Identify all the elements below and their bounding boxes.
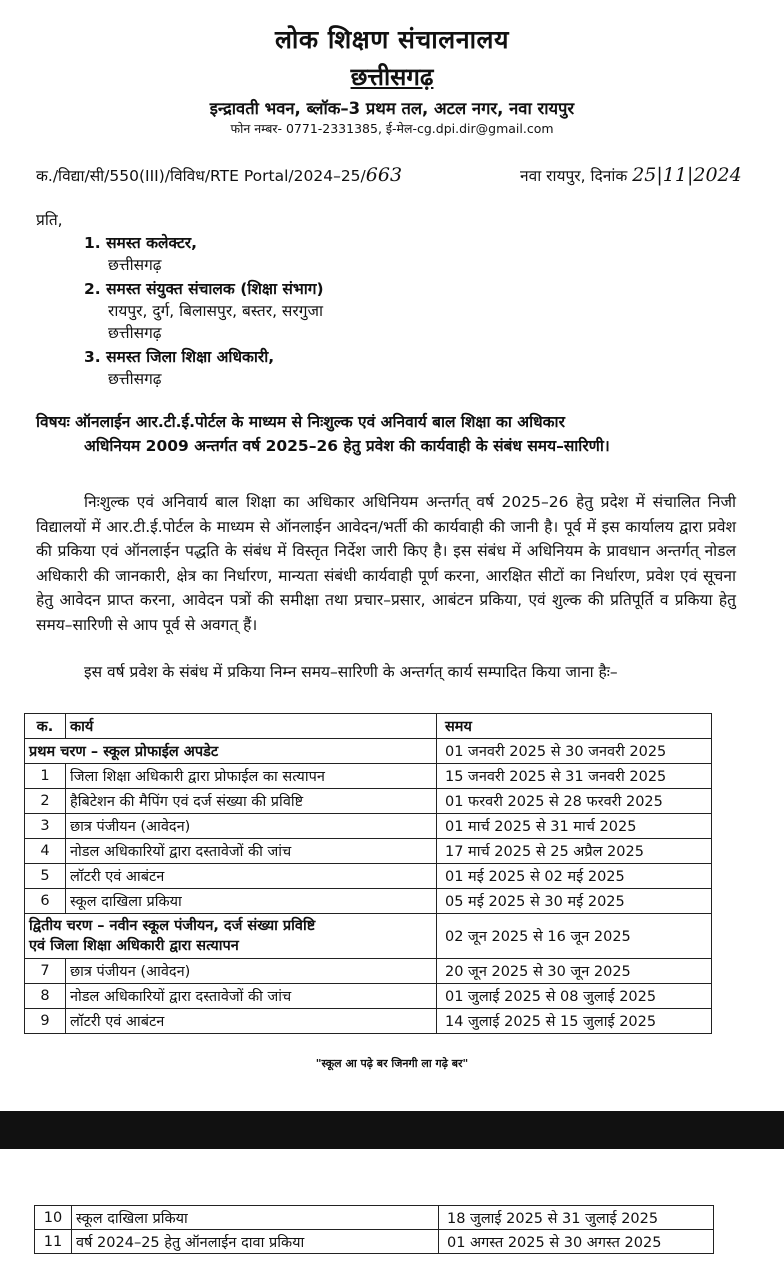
- recipient-2-sub1: रायपुर, दुर्ग, बिलासपुर, बस्तर, सरगुजा: [108, 302, 323, 320]
- header-time: समय: [437, 714, 712, 739]
- row-serial: 2: [25, 789, 66, 814]
- row-serial: 5: [25, 864, 66, 889]
- reference-number: क./विद्या/सी/550(III)/विविध/RTE Portal/2024–25/: [36, 167, 366, 185]
- schedule-table-continued: [34, 1205, 714, 1254]
- reference-date: [520, 164, 742, 186]
- row-date: 14 जुलाई 2025 से 15 जुलाई 2025: [437, 1009, 712, 1034]
- recipient-3-title: 3. समस्त जिला शिक्षा अधिकारी,: [84, 348, 275, 366]
- table-row: [25, 814, 712, 839]
- handwritten-date: 25|11|2024: [632, 164, 742, 186]
- row-task: छात्र पंजीयन (आवेदन): [66, 959, 437, 984]
- stage-1-row: [25, 739, 712, 764]
- row-task: छात्र पंजीयन (आवेदन): [66, 814, 437, 839]
- row-date: 17 मार्च 2025 से 25 अप्रैल 2025: [437, 839, 712, 864]
- row-task: लॉटरी एवं आबंटन: [66, 1009, 437, 1034]
- state-name: छत्तीसगढ़: [350, 63, 434, 91]
- row-date: 01 फरवरी 2025 से 28 फरवरी 2025: [437, 789, 712, 814]
- table-header-row: [25, 714, 712, 739]
- table-row: [25, 764, 712, 789]
- row-date: 01 मई 2025 से 02 मई 2025: [437, 864, 712, 889]
- row-task: नोडल अधिकारियों द्वारा दस्तावेजों की जांच: [66, 839, 437, 864]
- row-date: 20 जून 2025 से 30 जून 2025: [437, 959, 712, 984]
- row-serial: 3: [25, 814, 66, 839]
- recipient-1-title: 1. समस्त कलेक्टर,: [84, 234, 197, 252]
- row-serial: 8: [25, 984, 66, 1009]
- page-separator-band: [0, 1111, 784, 1149]
- recipient-1-sub: छत्तीसगढ़: [108, 256, 162, 274]
- subject-line-2: अधिनियम 2009 अन्तर्गत वर्ष 2025–26 हेतु प्रवेश की कार्यवाही के संबंध समय–सारिणी।: [84, 437, 610, 455]
- row-serial: 11: [35, 1230, 72, 1254]
- schedule-table: [24, 713, 712, 1034]
- stage-1-label: प्रथम चरण – स्कूल प्रोफाईल अपडेट: [25, 739, 437, 764]
- body-paragraph-2: इस वर्ष प्रवेश के संबंध में प्रकिया निम्न समय–सारिणी के अन्तर्गत् कार्य सम्पादित किया जाना हैः–: [84, 663, 618, 681]
- row-task: हैबिटेशन की मैपिंग एवं दर्ज संख्या की प्रविष्टि: [66, 789, 437, 814]
- row-serial: 1: [25, 764, 66, 789]
- stage-2-label: [25, 914, 437, 959]
- recipient-2-sub2: छत्तीसगढ़: [108, 324, 162, 342]
- recipient-2-title: 2. समस्त संयुक्त संचालक (शिक्षा संभाग): [84, 280, 324, 298]
- row-task: जिला शिक्षा अधिकारी द्वारा प्रोफाईल का सत्यापन: [66, 764, 437, 789]
- row-task: नोडल अधिकारियों द्वारा दस्तावेजों की जांच: [66, 984, 437, 1009]
- row-task: स्कूल दाखिला प्रकिया: [72, 1206, 439, 1230]
- table-row: [25, 959, 712, 984]
- row-serial: 7: [25, 959, 66, 984]
- subject-line-1: विषयः ऑनलाईन आर.टी.ई.पोर्टल के माध्यम से निःशुल्क एवं अनिवार्य बाल शिक्षा का अधिकार: [36, 413, 565, 431]
- header-task: कार्य: [66, 714, 437, 739]
- body-paragraph-1: निःशुल्क एवं अनिवार्य बाल शिक्षा का अधिकार अधिनियम अन्तर्गत् वर्ष 2025–26 हेतु प्रदेश में संचालित निजी विद्यालयों में आर.टी.ई.पोर्टल के माध्यम से ऑनलाईन आवेदन/भर्ती की कार्यवाही की जानी है। पूर्व में इस कार्यालय द्वारा प्रवेश की प्रकिया एवं ऑनलाईन पद्धति के संबंध में विस्तृत निर्देश जारी किए है। इस संबंध में अधिनियम के प्रावधान अन्तर्गत् नोडल अधिकारी की जानकारी, क्षेत्र का निर्धारण, मान्यता संबंधी कार्यवाही पूर्ण करना, आरक्षित सीटों का निर्धारण, प्रवेश एवं सूचना हेतु आवेदन प्राप्त करना, आवेदन पत्रों की समीक्षा तथा प्रचार–प्रसार, आबंटन प्रकिया, एवं शुल्क की प्रतिपूर्ति व प्रकिया हेतु समय–सारिणी से आप पूर्व से अवगत् हैं।: [36, 493, 736, 634]
- row-date: 01 मार्च 2025 से 31 मार्च 2025: [437, 814, 712, 839]
- row-date: 01 अगस्त 2025 से 30 अगस्त 2025: [439, 1230, 714, 1254]
- row-date: 01 जुलाई 2025 से 08 जुलाई 2025: [437, 984, 712, 1009]
- table-row: [25, 839, 712, 864]
- table-row: [25, 984, 712, 1009]
- row-date: 18 जुलाई 2025 से 31 जुलाई 2025: [439, 1206, 714, 1230]
- row-serial: 4: [25, 839, 66, 864]
- recipient-3: [84, 346, 274, 390]
- table-row: [35, 1206, 714, 1230]
- table-row: [25, 889, 712, 914]
- stage-2-date: 02 जून 2025 से 16 जून 2025: [437, 914, 712, 959]
- row-serial: 6: [25, 889, 66, 914]
- recipient-2: [84, 278, 324, 344]
- recipients-heading: प्रति,: [36, 211, 63, 229]
- row-task: स्कूल दाखिला प्रकिया: [66, 889, 437, 914]
- subject: [36, 410, 736, 458]
- table-row: [35, 1230, 714, 1254]
- table-row: [25, 864, 712, 889]
- place-date-label: नवा रायपुर, दिनांक: [520, 167, 628, 185]
- stage-2-label-line-1: द्वितीय चरण – नवीन स्कूल पंजीयन, दर्ज संख्या प्रविष्टि: [29, 918, 316, 934]
- office-name: लोक शिक्षण संचालनालय: [274, 25, 509, 54]
- stage-2-label-line-2: एवं जिला शिक्षा अधिकारी द्वारा सत्यापन: [29, 938, 239, 954]
- stage-1-date: 01 जनवरी 2025 से 30 जनवरी 2025: [437, 739, 712, 764]
- row-date: 05 मई 2025 से 30 मई 2025: [437, 889, 712, 914]
- row-task: लॉटरी एवं आबंटन: [66, 864, 437, 889]
- office-contact: फोन नम्बर- 0771-2331385, ई-मेल-cg.dpi.dir@gmail.com: [230, 121, 554, 136]
- handwritten-number: 663: [365, 164, 403, 186]
- table-row: [25, 789, 712, 814]
- stage-2-row: [25, 914, 712, 959]
- row-serial: 9: [25, 1009, 66, 1034]
- recipient-1: [84, 232, 197, 276]
- table-row: [25, 1009, 712, 1034]
- header-serial: क.: [25, 714, 66, 739]
- recipient-3-sub: छत्तीसगढ़: [108, 370, 162, 388]
- row-task: वर्ष 2024–25 हेतु ऑनलाईन दावा प्रकिया: [72, 1230, 439, 1254]
- office-address: इन्द्रावती भवन, ब्लॉक–3 प्रथम तल, अटल नगर, नवा रायपुर: [209, 99, 575, 118]
- row-date: 15 जनवरी 2025 से 31 जनवरी 2025: [437, 764, 712, 789]
- footer-slogan: "स्कूल आ पढ़े बर जिनगी ला गढ़े बर": [315, 1057, 469, 1070]
- row-serial: 10: [35, 1206, 72, 1230]
